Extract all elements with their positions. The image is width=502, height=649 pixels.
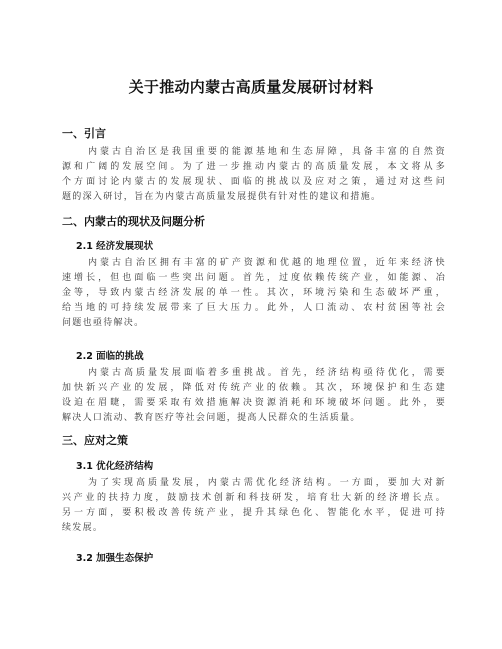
paragraph-line: 设迫在眉睫，需要采取有效措施解决资源消耗和环境破坏问题。此外，要 <box>62 398 446 408</box>
paragraph-line: 速增长，但也面临一些突出问题。首先，过度依赖传统产业，如能源、冶 <box>62 273 446 283</box>
paragraph-line: 为了实现高质量发展，内蒙古需优化经济结构。一方面，要加大对新 <box>88 478 446 488</box>
paragraph-line: 另一方面，要积极改善传统产业，提升其绿色化、智能化水平，促进可持 <box>62 508 446 518</box>
subsection-heading-optimize-economy: 3.1 优化经济结构 <box>76 461 154 472</box>
subsection-heading-challenges: 2.2 面临的挑战 <box>76 351 144 362</box>
paragraph-optimize-economy <box>62 476 446 536</box>
paragraph-line: 题的深入研讨，旨在为内蒙古高质量发展提供有针对性的建议和措施。 <box>62 192 382 202</box>
paragraph-line: 续发展。 <box>62 523 104 533</box>
paragraph-introduction <box>62 145 446 205</box>
paragraph-line: 个方面讨论内蒙古的发展现状、面临的挑战以及应对之策，通过对这些问 <box>62 177 446 187</box>
paragraph-line: 解决人口流动、教育医疗等社会问题，提高人民群众的生活质量。 <box>62 413 361 423</box>
paragraph-line: 内蒙古自治区拥有丰富的矿产资源和优越的地理位置，近年来经济快 <box>88 258 446 268</box>
section-heading-status-analysis: 二、内蒙古的现状及问题分析 <box>62 215 205 228</box>
paragraph-economy <box>62 256 446 331</box>
paragraph-line: 给当地的可持续发展带来了巨大压力。此外，人口流动、农村贫困等社会 <box>62 303 446 313</box>
paragraph-line: 问题也亟待解决。 <box>62 318 145 328</box>
paragraph-line: 内蒙古高质量发展面临着多重挑战。首先，经济结构亟待优化，需要 <box>88 368 446 378</box>
paragraph-line: 兴产业的扶持力度，鼓励技术创新和科技研发，培育壮大新的经济增长点。 <box>62 493 446 503</box>
document-title: 关于推动内蒙古高质量发展研讨材料 <box>128 78 374 96</box>
paragraph-line: 加快新兴产业的发展，降低对传统产业的依赖。其次，环境保护和生态建 <box>62 383 446 393</box>
subsection-heading-ecological-protection: 3.2 加强生态保护 <box>76 553 154 564</box>
section-heading-introduction: 一、引言 <box>62 127 106 140</box>
paragraph-challenges <box>62 366 446 426</box>
paragraph-line: 内蒙古自治区是我国重要的能源基地和生态屏障，具备丰富的自然资 <box>88 147 446 157</box>
subsection-heading-economy: 2.1 经济发展现状 <box>76 241 154 252</box>
section-heading-countermeasures: 三、应对之策 <box>62 434 128 447</box>
paragraph-line: 源和广阔的发展空间。为了进一步推动内蒙古的高质量发展，本文将从多 <box>62 162 446 172</box>
paragraph-line: 金等，导致内蒙古经济发展的单一性。其次，环境污染和生态破坏严重， <box>62 288 446 298</box>
